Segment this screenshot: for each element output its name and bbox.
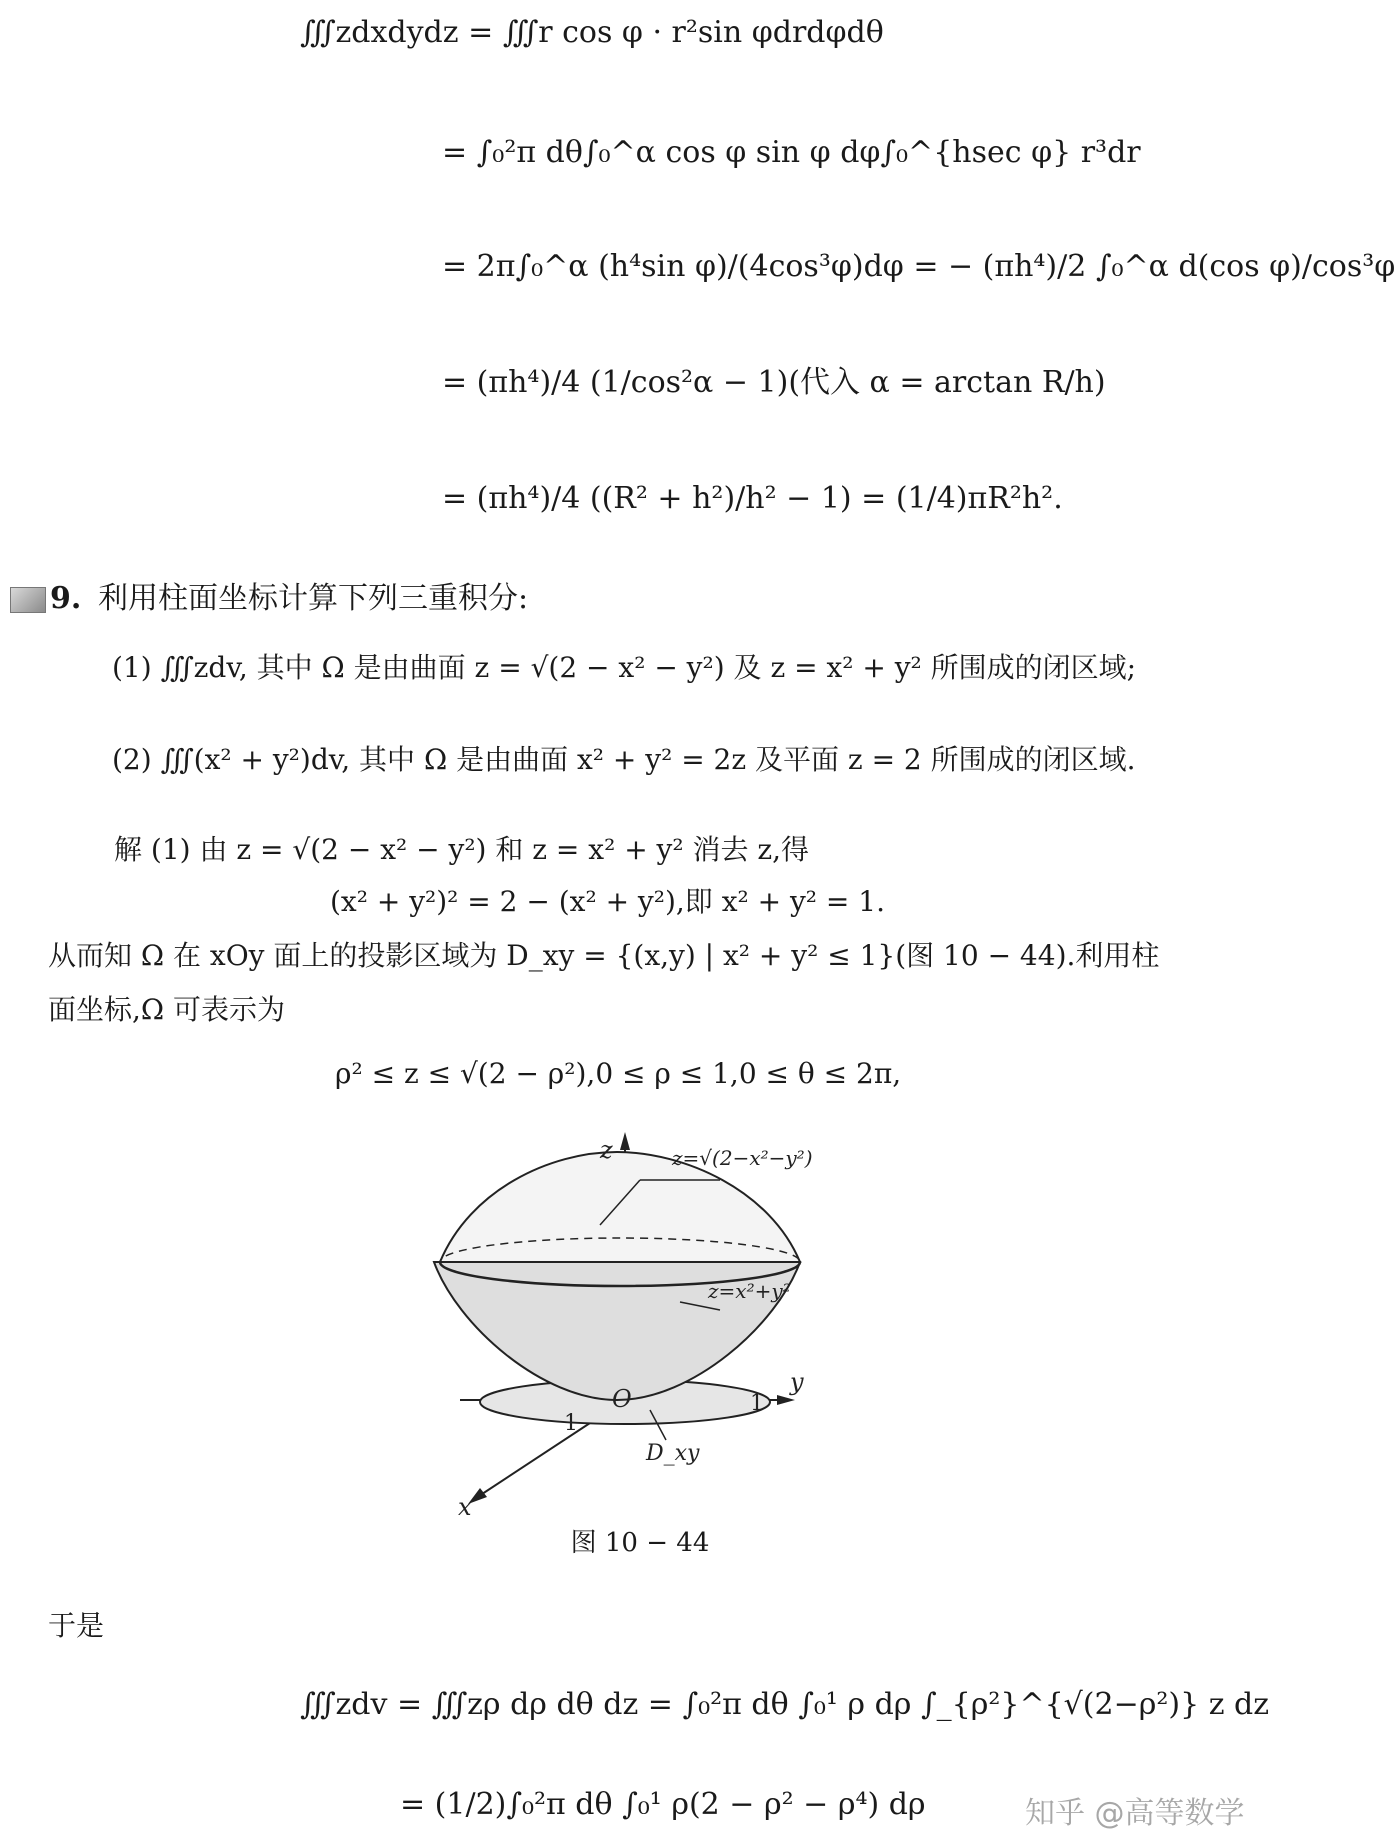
region-label: D_xy [646, 1441, 700, 1466]
solution-line-1: 解 (1) 由 z = √(2 − x² − y²) 和 z = x² + y² 消去 z,得 [114, 833, 810, 866]
equation-line-3: = 2π∫₀^α (h⁴sin φ)/(4cos³φ)dφ = − (πh⁴)/2 ∫₀^α d(cos φ)/cos³φ [442, 249, 1395, 284]
solution-line-3: 从而知 Ω 在 xOy 面上的投影区域为 D_xy = {(x,y) | x² + y² ≤ 1}(图 10 − 44).利用柱 [48, 939, 1160, 972]
problem-item-1: (1) ∭zdv, 其中 Ω 是由曲面 z = √(2 − x² − y²) 及 z = x² + y² 所围成的闭区域; [112, 651, 1137, 684]
conclusion-intro: 于是 [48, 1609, 105, 1642]
watermark-text: 知乎 @高等数学 [1025, 1796, 1245, 1831]
z-axis-arrow [620, 1132, 630, 1150]
problem-title: 利用柱面坐标计算下列三重积分: [98, 581, 529, 616]
equation-line-1: ∭zdxdydz = ∭r cos φ · r²sin φdrdφdθ [300, 15, 884, 50]
conclusion-line-1: ∭zdv = ∭zρ dρ dθ dz = ∫₀²π dθ ∫₀¹ ρ dρ ∫_{ρ²}^{√(2−ρ²)} z dz [300, 1687, 1270, 1722]
solution-line-4: 面坐标,Ω 可表示为 [48, 993, 286, 1026]
x-unit-label: 1 [564, 1411, 578, 1436]
z-axis-label: z [600, 1136, 613, 1164]
problem-item-2: (2) ∭(x² + y²)dv, 其中 Ω 是由曲面 x² + y² = 2z 及平面 z = 2 所围成的闭区域. [112, 743, 1136, 776]
equation-line-4: = (πh⁴)/4 (1/cos²α − 1)(代入 α = arctan R/h) [442, 365, 1106, 400]
figure-caption: 图 10 − 44 [570, 1528, 710, 1558]
problem-marker-icon [10, 587, 46, 613]
problem-number: 9. [50, 581, 82, 616]
equation-line-2: = ∫₀²π dθ∫₀^α cos φ sin φ dφ∫₀^{hsec φ} r³dr [442, 135, 1141, 170]
solution-line-5: ρ² ≤ z ≤ √(2 − ρ²),0 ≤ ρ ≤ 1,0 ≤ θ ≤ 2π, [335, 1057, 902, 1090]
y-unit-label: 1 [750, 1391, 764, 1416]
origin-label: O [612, 1385, 632, 1413]
upper-surface-label: z=√(2−x²−y²) [672, 1146, 813, 1170]
equation-line-5: = (πh⁴)/4 ((R² + h²)/h² − 1) = (1/4)πR²h². [442, 481, 1063, 516]
y-axis-label: y [790, 1368, 804, 1396]
figure-diagram [440, 1120, 880, 1520]
y-axis-arrow [777, 1395, 795, 1405]
lower-surface-label: z=x²+y² [708, 1279, 791, 1303]
conclusion-line-2: = (1/2)∫₀²π dθ ∫₀¹ ρ(2 − ρ² − ρ⁴) dρ [400, 1787, 926, 1822]
solution-line-2: (x² + y²)² = 2 − (x² + y²),即 x² + y² = 1. [330, 885, 885, 918]
x-axis-label: x [458, 1493, 472, 1521]
figure-10-44 [440, 1120, 880, 1520]
